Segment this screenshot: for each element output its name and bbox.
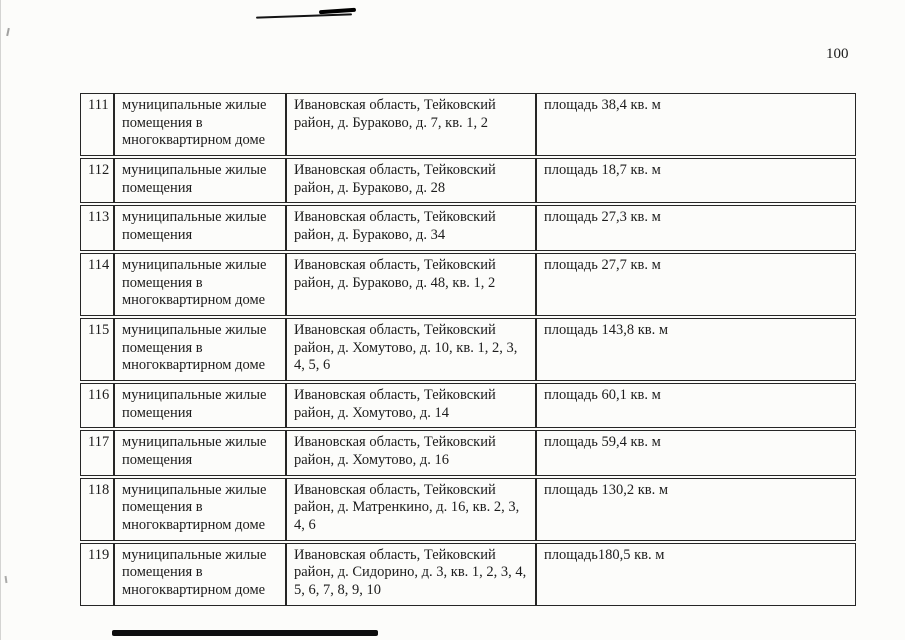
row-number-cell: 112 xyxy=(80,158,114,203)
area-cell: площадь 143,8 кв. м xyxy=(536,318,856,381)
property-registry-table xyxy=(80,91,856,608)
property-type-cell: муниципальные жилые помещения xyxy=(114,383,286,428)
address-cell: Ивановская область, Тейковский район, д. Матренкино, д. 16, кв. 2, 3, 4, 6 xyxy=(286,478,536,541)
area-cell: площадь 27,7 кв. м xyxy=(536,253,856,316)
address-cell: Ивановская область, Тейковский район, д. Хомутово, д. 16 xyxy=(286,430,536,475)
scan-artifact-left-mark xyxy=(5,576,8,583)
table-row xyxy=(80,383,856,428)
area-cell: площадь 60,1 кв. м xyxy=(536,383,856,428)
area-cell: площадь 59,4 кв. м xyxy=(536,430,856,475)
table-row xyxy=(80,93,856,156)
row-number-cell: 119 xyxy=(80,543,114,606)
address-cell: Ивановская область, Тейковский район, д. Сидорино, д. 3, кв. 1, 2, 3, 4, 5, 6, 7, 8, 9, 10 xyxy=(286,543,536,606)
property-type-cell: муниципальные жилые помещения xyxy=(114,430,286,475)
address-cell: Ивановская область, Тейковский район, д. Бураково, д. 28 xyxy=(286,158,536,203)
row-number-cell: 117 xyxy=(80,430,114,475)
scan-artifact-left-edge xyxy=(0,0,1,640)
table-row xyxy=(80,478,856,541)
row-number-cell: 111 xyxy=(80,93,114,156)
scan-artifact-left-mark xyxy=(6,28,10,36)
table-row xyxy=(80,430,856,475)
property-type-cell: муниципальные жилые помещения в многоквартирном доме xyxy=(114,478,286,541)
address-cell: Ивановская область, Тейковский район, д. Бураково, д. 7, кв. 1, 2 xyxy=(286,93,536,156)
row-number-cell: 118 xyxy=(80,478,114,541)
table-row xyxy=(80,253,856,316)
scan-artifact-top-line xyxy=(256,13,352,18)
area-cell: площадь 27,3 кв. м xyxy=(536,205,856,250)
area-cell: площадь 18,7 кв. м xyxy=(536,158,856,203)
row-number-cell: 115 xyxy=(80,318,114,381)
property-type-cell: муниципальные жилые помещения в многоквартирном доме xyxy=(114,253,286,316)
property-type-cell: муниципальные жилые помещения xyxy=(114,205,286,250)
area-cell: площадь 38,4 кв. м xyxy=(536,93,856,156)
property-type-cell: муниципальные жилые помещения в многоквартирном доме xyxy=(114,543,286,606)
scan-artifact-bottom-bar xyxy=(112,630,378,636)
page-number: 100 xyxy=(826,46,849,62)
area-cell: площадь180,5 кв. м xyxy=(536,543,856,606)
table-row xyxy=(80,205,856,250)
row-number-cell: 116 xyxy=(80,383,114,428)
row-number-cell: 113 xyxy=(80,205,114,250)
table-row xyxy=(80,318,856,381)
row-number-cell: 114 xyxy=(80,253,114,316)
address-cell: Ивановская область, Тейковский район, д. Бураково, д. 34 xyxy=(286,205,536,250)
area-cell: площадь 130,2 кв. м xyxy=(536,478,856,541)
address-cell: Ивановская область, Тейковский район, д. Хомутово, д. 14 xyxy=(286,383,536,428)
table-row xyxy=(80,158,856,203)
address-cell: Ивановская область, Тейковский район, д. Бураково, д. 48, кв. 1, 2 xyxy=(286,253,536,316)
property-type-cell: муниципальные жилые помещения в многоквартирном доме xyxy=(114,318,286,381)
table-row xyxy=(80,543,856,606)
property-type-cell: муниципальные жилые помещения xyxy=(114,158,286,203)
property-type-cell: муниципальные жилые помещения в многоквартирном доме xyxy=(114,93,286,156)
address-cell: Ивановская область, Тейковский район, д. Хомутово, д. 10, кв. 1, 2, 3, 4, 5, 6 xyxy=(286,318,536,381)
